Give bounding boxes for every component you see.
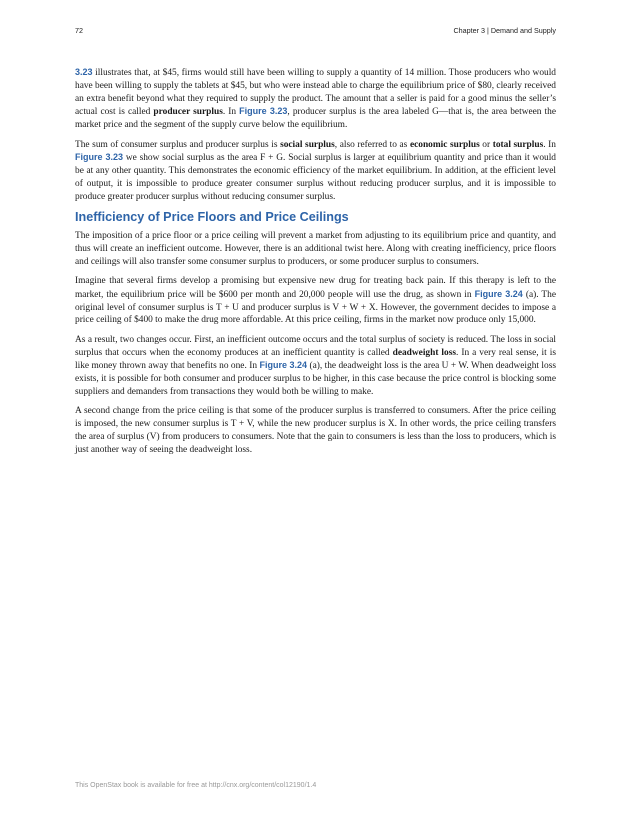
text-run: , also referred to as xyxy=(334,139,410,150)
term-deadweight-loss: deadweight loss xyxy=(392,347,457,358)
figure-link[interactable]: Figure 3.23 xyxy=(75,152,123,163)
paragraph-imposition xyxy=(75,230,556,268)
text-run: (a). The original level of consumer surplus is T + U and producer surplus is V + W + X. However, the government decides to impose a price ceiling of $400 to make the drug more affordable. At this price ceiling, firms in the market now produce only 15,000. xyxy=(75,289,556,326)
text-run: As a result, two changes occur. First, an inefficient outcome occurs and the total surplus of society is reduced. The loss in social surplus that occurs when the economy produces at an inefficient quantity is called xyxy=(75,334,556,358)
text-run: . In xyxy=(543,139,556,150)
text-run: we show social surplus as the area F + G. Social surplus is larger at equilibrium quantity and price than it would be at any other quantity. This demonstrates the economic efficiency of the market equilibrium. In addition, at the efficient level of output, it is impossible to produce greater consumer surplus without reducing producer surplus, and it is impossible to produce greater producer surplus without reducing consumer surplus. xyxy=(75,153,556,202)
text-run: . In a very real sense, it is like money thrown away that benefits no one. In xyxy=(75,347,556,372)
text-run: The imposition of a price floor or a price ceiling will prevent a market from adjusting to its equilibrium price and quantity, and thus will create an inefficient outcome. However, there is an additional twist here. Along with creating inefficiency, price floors and ceilings will also transfer some consumer surplus to producers, or some producer surplus to consumers. xyxy=(75,231,556,267)
figure-link[interactable]: Figure 3.24 xyxy=(259,360,308,371)
paragraph-deadweight-loss xyxy=(75,334,556,399)
text-run: (a), the deadweight loss is the area U + W. When deadweight loss exists, it is possible for both consumer and producer surplus to be higher, in this case because the price control is blocking some suppliers and demanders from transactions they would both be willing to make. xyxy=(75,361,556,397)
figure-link[interactable]: 3.23 xyxy=(75,67,93,77)
paragraph-surplus-transfer xyxy=(75,405,556,456)
text-run: , producer surplus is the area labeled G—that is, the area between the market price and the segment of the supply curve below the equilibrium. xyxy=(75,107,557,130)
figure-link[interactable]: Figure 3.23 xyxy=(239,106,288,117)
term-economic-surplus: economic surplus xyxy=(409,139,480,150)
section-heading: Inefficiency of Price Floors and Price Ceilings xyxy=(75,210,349,225)
page-header xyxy=(75,26,556,38)
paragraph-producer-surplus xyxy=(75,66,556,132)
term-total-surplus: total surplus xyxy=(492,139,544,150)
text-run: illustrates that, at $45, firms would still have been willing to supply a quantity of 14 million. Those producers who would have been willing to supply the tablets at $45, but who were instead able to charge the equilibrium price of $80, clearly received an extra benefit beyond what they required to supply the product. The amount that a seller is paid for a good minus the seller’s actual cost is called xyxy=(75,68,556,118)
page-number: 72 xyxy=(75,26,83,35)
text-run: A second change from the price ceiling is that some of the producer surplus is transferred to consumers. After the price ceiling is imposed, the new consumer surplus is T + V, while the new producer surplus is X. In other words, the price ceiling transfers the area of surplus (V) from producers to consumers. Note that the gain to consumers is less than the loss to producers, which is just another way of seeing the deadweight loss. xyxy=(75,406,556,455)
text-run: The sum of consumer surplus and producer surplus is xyxy=(75,139,281,150)
body-content xyxy=(75,66,556,463)
text-run: Imagine that several firms develop a promising but expensive new drug for treating back pain. If this therapy is left to the market, the equilibrium price will be $600 per month and 20,000 people will use the drug, as shown in xyxy=(75,276,556,300)
paragraph-drug-example xyxy=(75,275,556,327)
term-producer-surplus: producer surplus xyxy=(153,107,223,118)
term-social-surplus: social surplus xyxy=(280,139,335,150)
figure-link[interactable]: Figure 3.24 xyxy=(474,288,523,299)
text-run: . In xyxy=(222,107,240,118)
page-footer: This OpenStax book is available for free at http://cnx.org/content/col12190/1.4 xyxy=(75,782,317,789)
text-run: or xyxy=(479,139,493,150)
paragraph-social-surplus xyxy=(75,139,556,204)
chapter-title: Chapter 3 | Demand and Supply xyxy=(453,26,556,35)
